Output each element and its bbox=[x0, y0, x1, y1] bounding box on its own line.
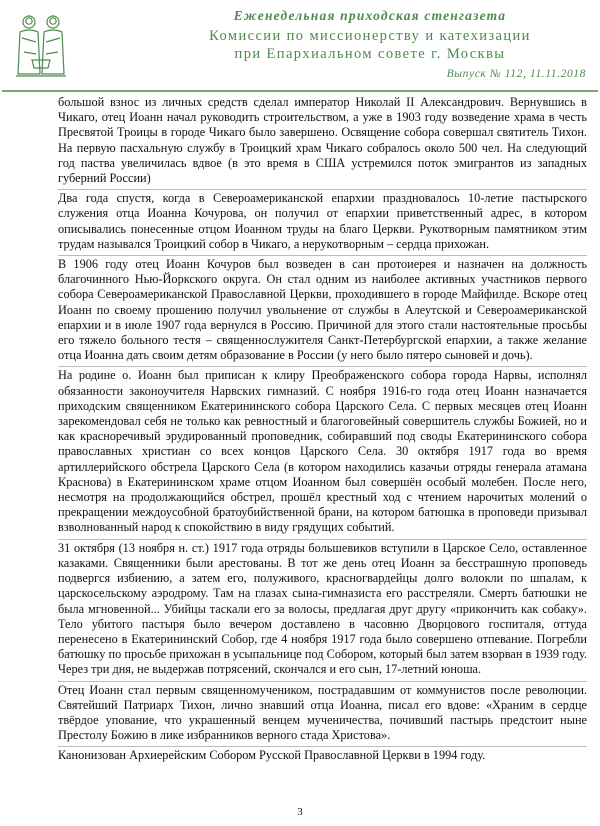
page-number: 3 bbox=[297, 806, 303, 818]
newsletter-title: Еженедельная приходская стенгазета bbox=[233, 8, 507, 23]
newsletter-commission: Комиссии по миссионерству и катехизации bbox=[209, 28, 531, 44]
paragraph: Два года спустя, когда в Североамериканской епархии праздновалось 10-летие пастырского служения отца Иоанна Кочурова, он получил от епархии приветственный адрес, в котором описывались понесенные отцом Иоанном труды на благо Церкви. Рукотворным памятником этим трудам назывался Троицкий собор в Чикаго, а нерукотворным – сердца прихожан. bbox=[58, 190, 587, 256]
newsletter-council: при Епархиальном совете г. Москвы bbox=[234, 46, 506, 62]
paragraph: Отец Иоанн стал первым священномучеником, пострадавшим от коммунистов после революции. Святейший Патриарх Тихон, лично знавший отца Иоанна, писал его вдове: «Храним в сердце твёрдое упование, что украшенный венцем мученичества, почивший пастырь предстоит ныне Престолу Божию в лике избранников верного стада Христова». bbox=[58, 682, 587, 748]
newsletter-header bbox=[0, 0, 600, 94]
paragraph: Канонизован Архиерейским Собором Русской Православной Церкви в 1994 году. bbox=[58, 748, 486, 763]
paragraph: 31 октября (13 ноября н. ст.) 1917 года отряды большевиков вступили в Царское Село, оставленное казаками. Священники были арестованы. В тот же день отец Иоанн за бесстрашную проповедь подвергся избиению, а затем его, полуживого, красногвардейцы долго волокли по шпалам, к царскосельскому аэродрому. Там на глазах сына-гимназиста его расстреляли. Смерть батюшки не была мгновенной... Убийцы таскали его за волосы, предлагая друг другу «прикончить как собаку». Тело убитого пастыря было вечером доставлено в часовню Дворцового госпиталя, оттуда перенесено в Екатерининский Собор, где 4 ноября 1917 года было совершено отпевание. Погребли батюшку по просьбе прихожан в усыпальнице под Собором, который был затем взорван в 1939 году. Через три дня, не выдержав потрясений, скончался и его сын, 17-летний юноша. bbox=[58, 540, 587, 682]
paragraph: В 1906 году отец Иоанн Кочуров был возведен в сан протоиерея и назначен на должность благочинного Нью-Йоркского округа. Он стал одним из наиболее активных участников первого собора Североамериканской Православной Церкви, проходившего в городе Майфилде. Вскоре отец Иоанн по своему прошению получил увольнение от службы в Алеутской и Североамериканской епархии и в июле 1907 года вернулся в Россию. Причиной для этого стали настоятельные просьбы его тяжело больного тестя – священнослужителя Санкт-Петербургской епархии, а также желание отца Иоанна дать своим детям образование в России (у него было пятеро сыновей и дочь). bbox=[58, 256, 587, 367]
article-body bbox=[58, 94, 587, 767]
paragraph: На родине о. Иоанн был приписан к клиру Преображенского собора города Нарвы, исполнял обязанности законоучителя Нарвских гимназий. С ноября 1916-го года отец Иоанн назначается приходским священником Екатерининского собора Царского Села. С первых месяцев отец Иоанн зарекомендовал себя не только как ревностный и благоговейный совершитель службы Божией, но и как красноречивый эрудированный проповедник, собиравший под своды Екатерининского собора православных христиан со всех концов Царского Села. 30 октября 1917 года во время артиллерийского обстрела Царского Села (в котором находились казачьи отряды генерала атамана Краснова) в Екатерининском храме отцом Иоанном был совершён особый молебен. После него, несмотря на продолжающийся обстрел, прошёл крестный ход с чтением нарочитых молений о прекращении междоусобной братоубийственной брани, на котором батюшка в проповеди призывал взволнованный народ к спокойствию в виду грядущих событий. bbox=[58, 367, 587, 539]
issue-info: Выпуск № 112, 11.11.2018 bbox=[446, 68, 586, 80]
saints-logo-icon bbox=[12, 8, 70, 80]
header-divider bbox=[2, 90, 598, 92]
paragraph: большой взнос из личных средств сделал император Николай II Александрович. Вернувшись в Чикаго, отец Иоанн начал руководить строительством, а уже в 1903 году возведение храма в честь Пресвятой Троицы в городе Чикаго было завершено. Освящение собора совершал святитель Тихон. На первую пасхальную службу в Троицкий храм Чикаго собралось около 500 чел. На следующий год паства увеличилась вдвое (в это время в США устремился поток эмигрантов из западных губерний России) bbox=[58, 94, 587, 190]
